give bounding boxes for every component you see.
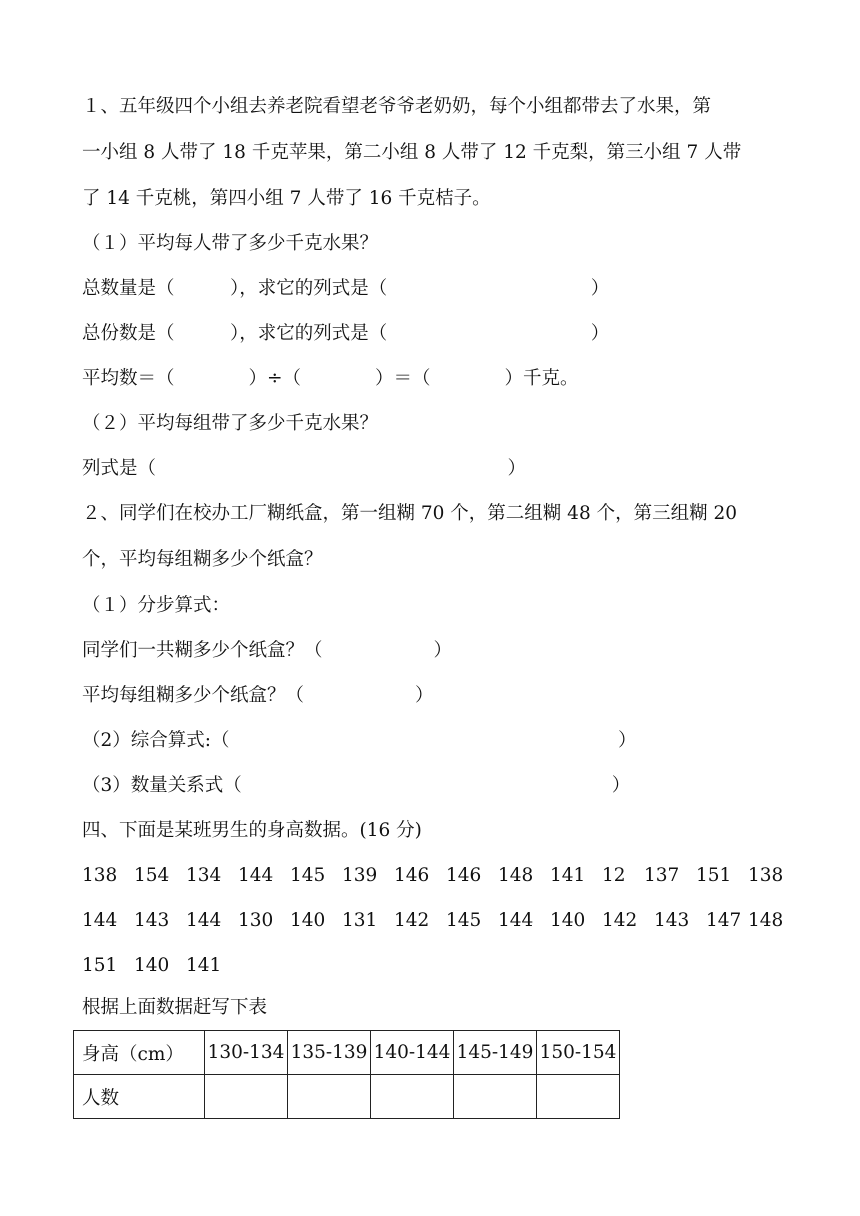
table-row [74, 1031, 620, 1075]
height-value: 12 [602, 865, 626, 886]
height-value: 141 [550, 865, 586, 886]
height-value: 143 [134, 910, 170, 931]
height-value: 144 [82, 910, 118, 931]
height-value: 151 [696, 865, 732, 886]
count-answer-cell[interactable] [537, 1075, 620, 1119]
height-value: 131 [342, 910, 378, 931]
height-value: 140 [550, 910, 586, 931]
height-value: 130 [238, 910, 274, 931]
count-answer-cell[interactable] [288, 1075, 371, 1119]
height-value: 134 [186, 865, 222, 886]
height-value: 147 [706, 910, 742, 931]
height-count-table [73, 1030, 620, 1119]
q1-line-3: 了 14 千克桃，第四小组 7 人带了 16 千克桔子。 [82, 188, 491, 209]
q1-total-parts: 总份数是（ ），求它的列式是（ ） [82, 323, 610, 344]
q1-average: 平均数＝（ ）÷（ ）＝（ ）千克。 [82, 368, 579, 389]
range-cell: 130-134 [205, 1031, 288, 1075]
range-cell: 145-149 [454, 1031, 537, 1075]
height-header-cell: 身高（cm） [74, 1031, 205, 1075]
height-value: 148 [498, 865, 534, 886]
q2-line-2: 个，平均每组糊多少个纸盒？ [82, 549, 323, 570]
height-value: 148 [748, 910, 784, 931]
height-value: 154 [134, 865, 170, 886]
height-value: 143 [654, 910, 690, 931]
height-value: 146 [394, 865, 430, 886]
q1-expression: 列式是（ ） [82, 458, 527, 479]
q4-title: 四、下面是某班男生的身高数据。(16 分) [82, 820, 422, 841]
height-value: 144 [186, 910, 222, 931]
count-answer-cell[interactable] [205, 1075, 288, 1119]
height-value: 140 [134, 955, 170, 976]
q1-line-2: 一小组 8 人带了 18 千克苹果，第二小组 8 人带了 12 千克梨，第三小组 7 人带 [82, 142, 742, 163]
q2-part-1: （１）分步算式： [82, 595, 231, 616]
q1-line-1: １、五年级四个小组去养老院看望老爷爷老奶奶，每个小组都带去了水果，第 [82, 96, 712, 117]
height-value: 144 [238, 865, 274, 886]
height-value: 139 [342, 865, 378, 886]
height-value: 138 [82, 865, 118, 886]
height-value: 140 [290, 910, 326, 931]
height-value: 146 [446, 865, 482, 886]
height-value: 151 [82, 955, 118, 976]
height-value: 144 [498, 910, 534, 931]
height-value: 137 [644, 865, 680, 886]
height-value: 141 [186, 955, 222, 976]
range-cell: 140-144 [371, 1031, 454, 1075]
q1-total-quantity: 总数量是（ ），求它的列式是（ ） [82, 278, 610, 299]
count-answer-cell[interactable] [371, 1075, 454, 1119]
range-cell: 150-154 [537, 1031, 620, 1075]
q2-part-3: （3）数量关系式（ ） [82, 775, 631, 796]
q2-step-2: 平均每组糊多少个纸盒？（ ） [82, 685, 434, 706]
range-cell: 135-139 [288, 1031, 371, 1075]
q2-part-2: （2）综合算式:（ ） [82, 730, 637, 751]
q2-line-1: ２、同学们在校办工厂糊纸盒，第一组糊 70 个，第二组糊 48 个，第三组糊 20 [82, 503, 738, 524]
height-value: 138 [748, 865, 784, 886]
q1-part-2: （２）平均每组带了多少千克水果？ [82, 413, 379, 434]
height-value: 145 [446, 910, 482, 931]
height-value: 145 [290, 865, 326, 886]
count-label-cell: 人数 [74, 1075, 205, 1119]
q2-step-1: 同学们一共糊多少个纸盒？（ ） [82, 640, 453, 661]
height-value: 142 [394, 910, 430, 931]
count-answer-cell[interactable] [454, 1075, 537, 1119]
table-instruction: 根据上面数据赶写下表 [82, 997, 268, 1018]
q1-part-1: （１）平均每人带了多少千克水果？ [82, 233, 379, 254]
height-value: 142 [602, 910, 638, 931]
table-row [74, 1075, 620, 1119]
